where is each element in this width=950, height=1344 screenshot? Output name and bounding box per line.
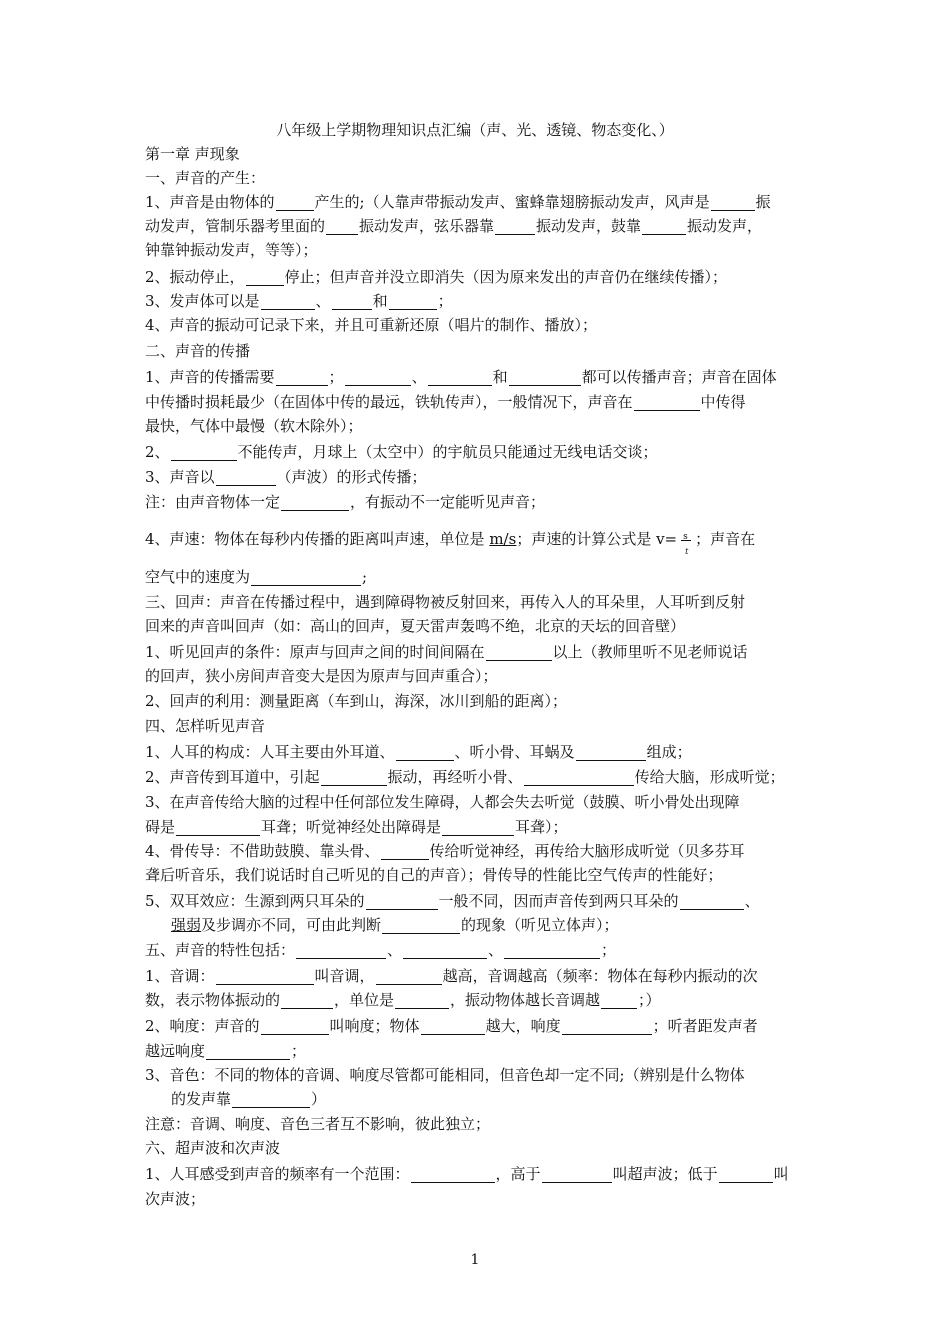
text-line: 数，表示物体振动的 ，单位是 ，振动物体越长音调越 ；） <box>145 991 661 1009</box>
answer-blank[interactable] <box>216 968 314 985</box>
answer-blank[interactable] <box>442 819 514 836</box>
text-line: 3、在声音传给大脑的过程中任何部位发生障碍，人都会失去听觉（鼓膜、听小骨处出现障 <box>145 793 740 811</box>
text-line: 越远响度 ； <box>145 1042 307 1060</box>
answer-blank[interactable] <box>395 992 449 1009</box>
document-title: 八年级上学期物理知识点汇编（声、光、透镜、物态变化、） <box>276 121 674 139</box>
answer-blank[interactable] <box>642 218 686 235</box>
answer-blank[interactable] <box>246 269 284 286</box>
speed-formula-fraction: s t <box>677 529 695 551</box>
text-line: 次声波； <box>145 1190 206 1208</box>
section-heading: 一、声音的产生： <box>145 169 266 187</box>
answer-blank[interactable] <box>542 1166 612 1183</box>
section-heading: 四、怎样听见声音 <box>145 717 266 735</box>
answer-blank[interactable] <box>232 1091 310 1108</box>
text-line: 5、双耳效应：生源到两只耳朵的 一般不同，因而声音传到两只耳朵的 、 <box>145 892 760 910</box>
text-line: 1、人耳感受到声音的频率有一个范围： ，高于 叫超声波；低于 叫 <box>145 1165 789 1183</box>
answer-blank[interactable] <box>486 644 552 661</box>
answer-blank[interactable] <box>345 369 411 386</box>
answer-blank[interactable] <box>601 992 637 1009</box>
section-heading: 六、超声波和次声波 <box>145 1139 281 1157</box>
text-line: 钟靠钟振动发声，等等）； <box>145 241 318 259</box>
text-line: 2、振动停止， 停止；但声音并没立即消失（因为原来发出的声音仍在继续传播）； <box>145 268 728 286</box>
text-line: 3、发声体可以是 、 和 ； <box>145 292 453 310</box>
answer-blank[interactable] <box>719 1166 773 1183</box>
text-line: 动发声，管制乐器考里面的 振动发声，弦乐器靠 振动发声，鼓靠 振动发声， <box>145 217 763 235</box>
answer-blank[interactable] <box>396 744 454 761</box>
text-line: 1、听见回声的条件：原声与回声之间的时间间隔在 以上（教师里听不见老师说话 <box>145 643 748 661</box>
answer-blank[interactable] <box>216 469 276 486</box>
text-line: 中传播时损耗最少（在固体中传的最远，铁轨传声），一般情况下，声音在 中传得 <box>145 393 746 411</box>
answer-blank[interactable] <box>281 992 333 1009</box>
page-number: 1 <box>470 1252 480 1268</box>
text-line: 空气中的速度为 ; <box>145 568 368 586</box>
answer-blank[interactable] <box>376 968 442 985</box>
answer-blank[interactable] <box>421 1018 485 1035</box>
answer-blank[interactable] <box>509 369 581 386</box>
text-line: 1、人耳的构成：人耳主要由外耳道、 、听小骨、耳蜗及 组成； <box>145 743 692 761</box>
text-line: 2、 不能传声，月球上（太空中）的宇航员只能通过无线电话交谈； <box>145 443 658 461</box>
answer-blank[interactable] <box>321 769 387 786</box>
text-line: 1、声音是由物体的 产生的;（人靠声带振动发声、蜜蜂靠翅膀振动发声，风声是 振 <box>145 193 771 211</box>
answer-blank[interactable] <box>251 569 361 586</box>
answer-blank[interactable] <box>176 819 260 836</box>
text-line: 注：由声音物体一定 ，有振动不一定能听见声音； <box>145 493 546 511</box>
answer-blank[interactable] <box>296 942 386 959</box>
answer-blank[interactable] <box>562 1018 652 1035</box>
answer-blank[interactable] <box>428 369 492 386</box>
answer-blank[interactable] <box>403 942 487 959</box>
text-line: 最快，气体中最慢（软木除外）； <box>145 417 363 435</box>
answer-blank[interactable] <box>504 942 600 959</box>
text-line: 2、回声的利用：测量距离（车到山，海深，冰川到船的距离）； <box>145 692 568 710</box>
chapter-heading: 第一章 声现象 <box>145 145 240 163</box>
answer-blank[interactable] <box>261 293 315 310</box>
text-line: 4、骨传导：不借助鼓膜、靠头骨、 传给听觉神经，再传给大脑形成听觉（贝多芬耳 <box>145 842 745 860</box>
text-line: 的发声靠 ） <box>171 1090 327 1108</box>
answer-blank[interactable] <box>382 917 460 934</box>
answer-blank[interactable] <box>276 194 314 211</box>
answer-blank[interactable] <box>524 769 634 786</box>
answer-blank[interactable] <box>326 218 358 235</box>
answer-blank[interactable] <box>206 1043 290 1060</box>
text-line: 4、声速：物体在每秒内传播的距离叫声速，单位是 m/s；声速的计算公式是 v= s t ；声音在 <box>145 530 756 556</box>
text-line: 1、音调： 叫音调， 越高，音调越高（频率：物体在每秒内振动的次 <box>145 967 758 985</box>
answer-blank[interactable] <box>389 293 437 310</box>
answer-blank[interactable] <box>281 494 349 511</box>
text-line: 4、声音的振动可记录下来，并且可重新还原（唱片的制作、播放）； <box>145 316 598 334</box>
answer-blank[interactable] <box>634 394 700 411</box>
answer-blank[interactable] <box>711 194 755 211</box>
answer-blank[interactable] <box>680 893 744 910</box>
text-line: 强弱及步调亦不同，可由此判断 的现象（听见立体声）； <box>171 916 619 934</box>
text-line: 2、响度：声音的 叫响度；物体 越大，响度 ；听者距发声者 <box>145 1017 758 1035</box>
text-line: 3、声音以 （声波）的形式传播； <box>145 468 427 486</box>
text-line: 注意：音调、响度、音色三者互不影响，彼此独立； <box>145 1115 491 1133</box>
answer-blank[interactable] <box>495 218 535 235</box>
text-line: 1、声音的传播需要 ； 、 和 都可以传播声音；声音在固体 <box>145 368 777 386</box>
answer-blank[interactable] <box>411 1166 495 1183</box>
text-line: 聋后听音乐，我们说话时自己听见的自己的声音）；骨传导的性能比空气传声的性能好； <box>145 866 723 884</box>
section-heading: 五、声音的特性包括： 、 、 ； <box>145 941 617 959</box>
answer-blank[interactable] <box>332 293 372 310</box>
text-line: 2、声音传到耳道中，引起 振动，再经听小骨、 传给大脑，形成听觉； <box>145 768 785 786</box>
text-line: 回来的声音叫回声（如：高山的回声，夏天雷声轰鸣不绝，北京的天坛的回音壁） <box>145 617 686 635</box>
text-line: 的回声，狭小房间声音变大是因为原声与回声重合）； <box>145 667 498 685</box>
answer-blank[interactable] <box>276 369 328 386</box>
section-heading: 三、回声：声音在传播过程中，遇到障碍物被反射回来，再传入人的耳朵里，人耳听到反射 <box>145 593 746 611</box>
text-line: 3、音色：不同的物体的音调、响度尽管都可能相同，但音色却一定不同;（辨别是什么物体 <box>145 1066 745 1084</box>
answer-blank[interactable] <box>381 843 429 860</box>
answer-blank[interactable] <box>171 444 237 461</box>
unit-text: m/s <box>489 530 517 548</box>
section-heading: 二、声音的传播 <box>145 342 251 360</box>
text-line: 碍是 耳聋；听觉神经处出障碍是 耳聋）； <box>145 818 568 836</box>
answer-blank[interactable] <box>366 893 438 910</box>
answer-blank[interactable] <box>576 744 646 761</box>
answer-blank[interactable] <box>261 1018 329 1035</box>
